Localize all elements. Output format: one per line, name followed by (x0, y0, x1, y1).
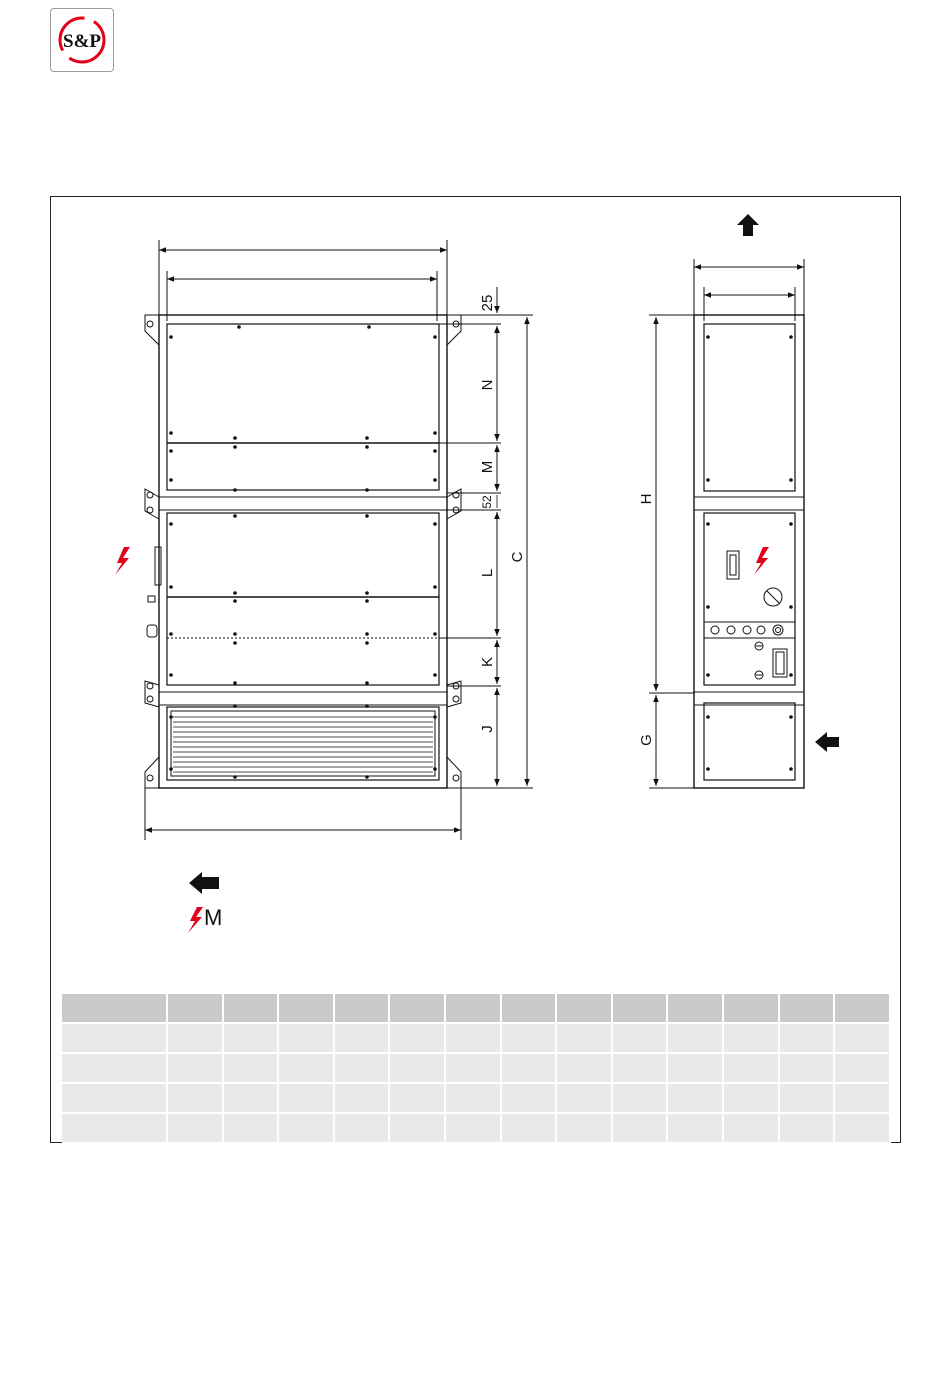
drawing-frame (50, 196, 901, 1143)
table-row (62, 1023, 890, 1053)
front-view (145, 240, 461, 788)
sp-logo (50, 8, 114, 72)
cable-gland-icon (711, 626, 719, 634)
dim-gap: 52 (480, 495, 494, 509)
side-view (649, 259, 804, 788)
dimension-table (62, 994, 891, 1144)
airflow-arrow-left-icon (815, 732, 839, 752)
table-row (62, 1083, 890, 1113)
electric-legend-label: M (204, 905, 223, 930)
logo-text: S&P (63, 31, 101, 52)
dim-top-offset: 25 (479, 294, 496, 312)
table-row (62, 1053, 890, 1083)
dim-N: N (479, 379, 496, 391)
airflow-arrow-up-icon (737, 214, 759, 236)
table-header-row (62, 994, 890, 1023)
dim-G: G (638, 734, 655, 746)
table-row (62, 1113, 890, 1143)
dim-M: M (479, 460, 496, 474)
dim-K: K (479, 656, 496, 668)
dim-H: H (638, 493, 655, 505)
airflow-arrow-left-icon (189, 872, 219, 894)
dim-C: C (509, 551, 526, 563)
dim-J: J (479, 725, 496, 733)
dim-L: L (479, 568, 496, 578)
electric-bolt-icon (115, 547, 130, 575)
electric-bolt-icon (754, 547, 769, 575)
electric-bolt-icon (188, 907, 203, 933)
